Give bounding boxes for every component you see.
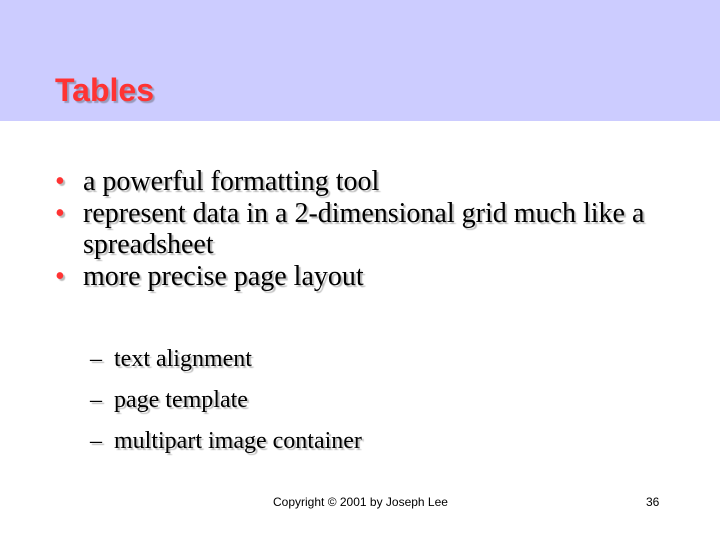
footer-copyright: Copyright © 2001 by Joseph Lee: [273, 495, 448, 509]
slide-title: Tables: [55, 72, 154, 108]
dash-icon: –: [90, 428, 102, 454]
bullet-item: [55, 261, 695, 293]
sub-bullet-item: [90, 339, 650, 380]
sub-bullet-item: [90, 421, 650, 462]
bullet-dot-icon: •: [55, 260, 65, 292]
sub-bullet-text: multipart image container: [114, 428, 362, 454]
bullet-text: more precise page layout: [83, 260, 364, 292]
sub-bullet-list: [90, 339, 650, 462]
sub-bullet-text: text alignment: [114, 346, 252, 372]
bullet-dot-icon: •: [55, 197, 65, 229]
bullet-dot-icon: •: [55, 166, 65, 197]
dash-icon: –: [90, 346, 102, 372]
bullet-text: a powerful formatting tool: [83, 166, 380, 197]
page-number: 36: [646, 495, 660, 509]
sub-bullet-text: page template: [114, 387, 248, 413]
sub-bullet-item: [90, 380, 650, 421]
bullet-list: [55, 166, 695, 293]
dash-icon: –: [90, 387, 102, 413]
bullet-item: [55, 198, 695, 261]
bullet-text: represent data in a 2-dimensional grid much like a spreadsheet: [83, 197, 645, 261]
bullet-item: [55, 166, 695, 198]
